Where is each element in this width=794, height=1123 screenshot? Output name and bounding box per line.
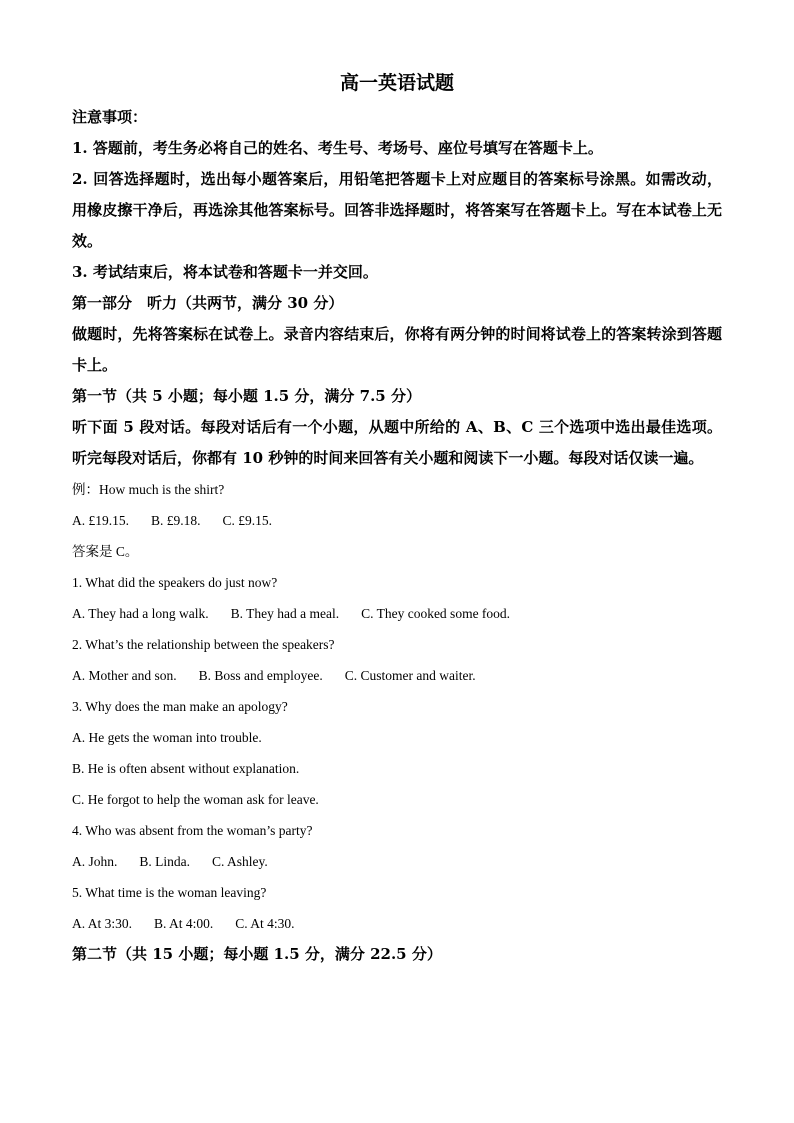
- question-4-option-c: C. Ashley.: [212, 854, 268, 869]
- question-4-option-b: B. Linda.: [139, 854, 191, 869]
- example-answer: 答案是 C。: [72, 544, 139, 559]
- question-2-option-b: B. Boss and employee.: [198, 668, 323, 683]
- section2-heading: 第二节（共 15 小题；每小题 1.5 分，满分 22.5 分）: [72, 945, 442, 963]
- notice-item-3: 3. 考试结束后，将本试卷和答题卡一并交回。: [72, 263, 378, 281]
- question-1-option-c: C. They cooked some food.: [361, 606, 511, 621]
- question-1: 1. What did the speakers do just now?: [72, 575, 278, 590]
- part1-instruction: 做题时，先将答案标在试卷上。录音内容结束后，你将有两分钟的时间将试卷上的答案转涂到答题卡上。: [72, 325, 722, 374]
- question-1-option-b: B. They had a meal.: [230, 606, 340, 621]
- section1-instruction: 听下面 5 段对话。每段对话后有一个小题，从题中所给的 A、B、C 三个选项中选出最佳选项。听完每段对话后，你都有 10 秒钟的时间来回答有关小题和阅读下一小题。每段对话仅读一遍。: [72, 418, 722, 467]
- question-4: 4. Who was absent from the woman’s party?: [72, 823, 313, 838]
- question-4-option-a: A. John.: [72, 854, 118, 869]
- notice-heading: 注意事项：: [72, 108, 148, 126]
- question-2-option-c: C. Customer and waiter.: [344, 668, 476, 683]
- example-option-a: A. £19.15.: [72, 513, 129, 528]
- question-1-option-a: A. They had a long walk.: [72, 606, 209, 621]
- example-option-c: C. £9.15.: [222, 513, 273, 528]
- question-3-option-b: B. He is often absent without explanation.: [72, 761, 300, 776]
- question-3-option-a: A. He gets the woman into trouble.: [72, 730, 262, 745]
- example-options: [72, 505, 722, 536]
- notice-item-2: 2. 回答选择题时，选出每小题答案后，用铅笔把答题卡上对应题目的答案标号涂黑。如需改动，用橡皮擦干净后，再选涂其他答案标号。回答非选择题时，将答案写在答题卡上。写在本试卷上无效。: [72, 170, 722, 250]
- question-5-option-b: B. At 4:00.: [154, 916, 214, 931]
- question-5-options: [72, 908, 722, 939]
- question-5-option-c: C. At 4:30.: [235, 916, 295, 931]
- question-2-option-a: A. Mother and son.: [72, 668, 177, 683]
- question-2-options: [72, 660, 722, 691]
- question-5: 5. What time is the woman leaving?: [72, 885, 267, 900]
- part1-heading: 第一部分 听力（共两节，满分 30 分）: [72, 294, 344, 312]
- notice-item-1: 1. 答题前，考生务必将自己的姓名、考生号、考场号、座位号填写在答题卡上。: [72, 139, 603, 157]
- example-option-b: B. £9.18.: [151, 513, 201, 528]
- question-2: 2. What’s the relationship between the speakers?: [72, 637, 335, 652]
- question-1-options: [72, 598, 722, 629]
- question-5-option-a: A. At 3:30.: [72, 916, 133, 931]
- question-4-options: [72, 846, 722, 877]
- exam-title: 高一英语试题: [339, 72, 454, 94]
- question-3-option-c: C. He forgot to help the woman ask for leave.: [72, 792, 319, 807]
- exam-page: [72, 66, 722, 970]
- example-question: 例：How much is the shirt?: [72, 482, 225, 497]
- question-3: 3. Why does the man make an apology?: [72, 699, 288, 714]
- section1-heading: 第一节（共 5 小题；每小题 1.5 分，满分 7.5 分）: [72, 387, 421, 405]
